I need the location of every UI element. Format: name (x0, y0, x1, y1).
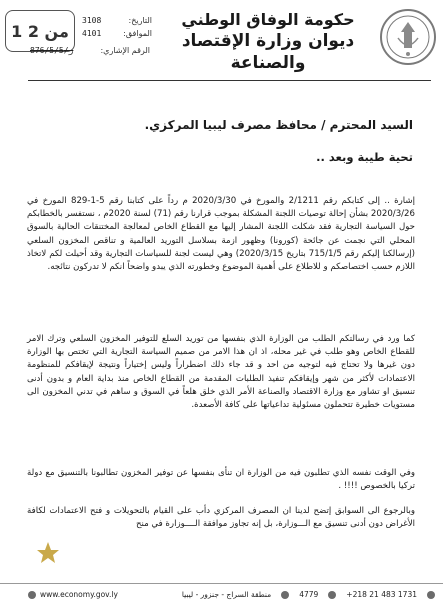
pobox-text: 4779 (299, 590, 319, 599)
globe-icon (28, 591, 36, 599)
phone-text: +218 21 483 1731 (346, 590, 417, 599)
mailbox-icon (328, 591, 336, 599)
corresp-value: 4101 (82, 29, 102, 38)
ref-row (30, 44, 150, 57)
footer-contact-band (0, 583, 443, 605)
location-icon (281, 591, 289, 599)
date-label: التاريخ: (128, 16, 152, 25)
date-row (82, 14, 152, 27)
ref-label: الرقم الإشاري: (100, 46, 150, 55)
phone-icon (427, 591, 435, 599)
paragraph-2: كما ورد في رسالتكم الطلب من الوزارة الذي بنفسها من توريد السلع للتوفير المخزون السلعي وترك الامر للقطاع الخاص وهو طلب في غير محله، اذ ان هذا الامر من صميم السياسة التجارية التي تختص بها الوزارة دون غيرها ولا تحتاج فيه لتوجيه من احد و قد جاء ذلك اضطراراً وليس إختياراً ونتيجة لإيقافكم للمنظومة الاعتمادات لأكثر من شهر وإيقافكم تنفيذ الطلبات المقدمة من القطاع الخاص منذ بداية العام و بدون أدنى تنسيق او تشاور مع وزارة الاقتصاد والصناعة الأمر الذي خلق هلعاً في السوق و ساهم في تدني المخزون الى مستويات خطيرة تتحملون مسئولية تداعياتها على كافة الأصعدة. (27, 334, 415, 411)
footer-details (182, 590, 435, 599)
addressee-line: السيد المحترم / محافظ مصرف ليبيا المركزي. (144, 118, 413, 132)
header-divider (28, 80, 431, 81)
ministry-title (163, 10, 373, 74)
corresp-label: الموافق: (123, 29, 152, 38)
corresp-row (82, 27, 152, 40)
gov-line-2: ديوان وزارة الإقتصاد والصناعة (181, 31, 355, 73)
address-text: منطقة السراج - جنزور - ليبيا (181, 590, 272, 599)
page-count-text: 1 من 2 (11, 21, 69, 41)
letter-meta (82, 14, 152, 40)
reference-meta (30, 44, 150, 57)
paragraph-4: وبالرجوع الى السوابق إتضح لدينا ان المصرف المركزي دأب على القيام بالتحويلات و فتح الاعتمادات لكافة الأغراض دون أدنى تنسيق مع الـــوزارة، بل إنه تجاوز موافقة الــــوزارة في منح (27, 506, 415, 530)
date-value: 3108 (82, 16, 102, 25)
greeting-line: تحية طيبة وبعد .. (316, 150, 413, 164)
paragraph-1: إشارة .. إلى كتابكم رقم 2/1211 والمورخ في 2020/3/30 م رداً على كتابنا رقم 5-1-829 المورخ في 2020/3/26 بشأن إحالة توصيات اللجنة المشكلة بموجب قرارنا رقم (71) لسنة 2020م ، نستفسر بالخطابكم حول السياسة التجارية فقد شكلت اللجنة المشار إليها مع القطاع الخاص لمعالجة المختنقات الحالية بالسوق المحلي التي نجمت عن جائحة (كورونا) وظهور ازمة بسلاسل التوريد العالمية و تناقص المخزون السلعي (إرسالكنا إليكم رقم 715/1/5 بتاريخ 2020/3/15) وهي ليست لجنة للسياسات التجارية وقد أحيلت لكم لاتخاذ اللازم حسب اختصاصكم و للاطلاع على أهمية الموضوع وخطورته الذي يبدو واضحاً انكم لا تدركون نتائجه. (27, 196, 415, 273)
footer-website (28, 590, 118, 599)
ref-value: 876/5/ز/5 (30, 46, 74, 55)
state-emblem-icon (379, 8, 437, 66)
website-text: www.economy.gov.ly (40, 590, 118, 599)
gov-line-1: حكومة الوفاق الوطني (181, 10, 355, 29)
paragraph-3: وفي الوقت نفسه الذي تطلبون فيه من الوزارة ان تنأى بنفسها عن توفير المخزون تطالبونا بالتنسيق مع دولة تركيا بالخصوص !!!! . (27, 468, 415, 492)
